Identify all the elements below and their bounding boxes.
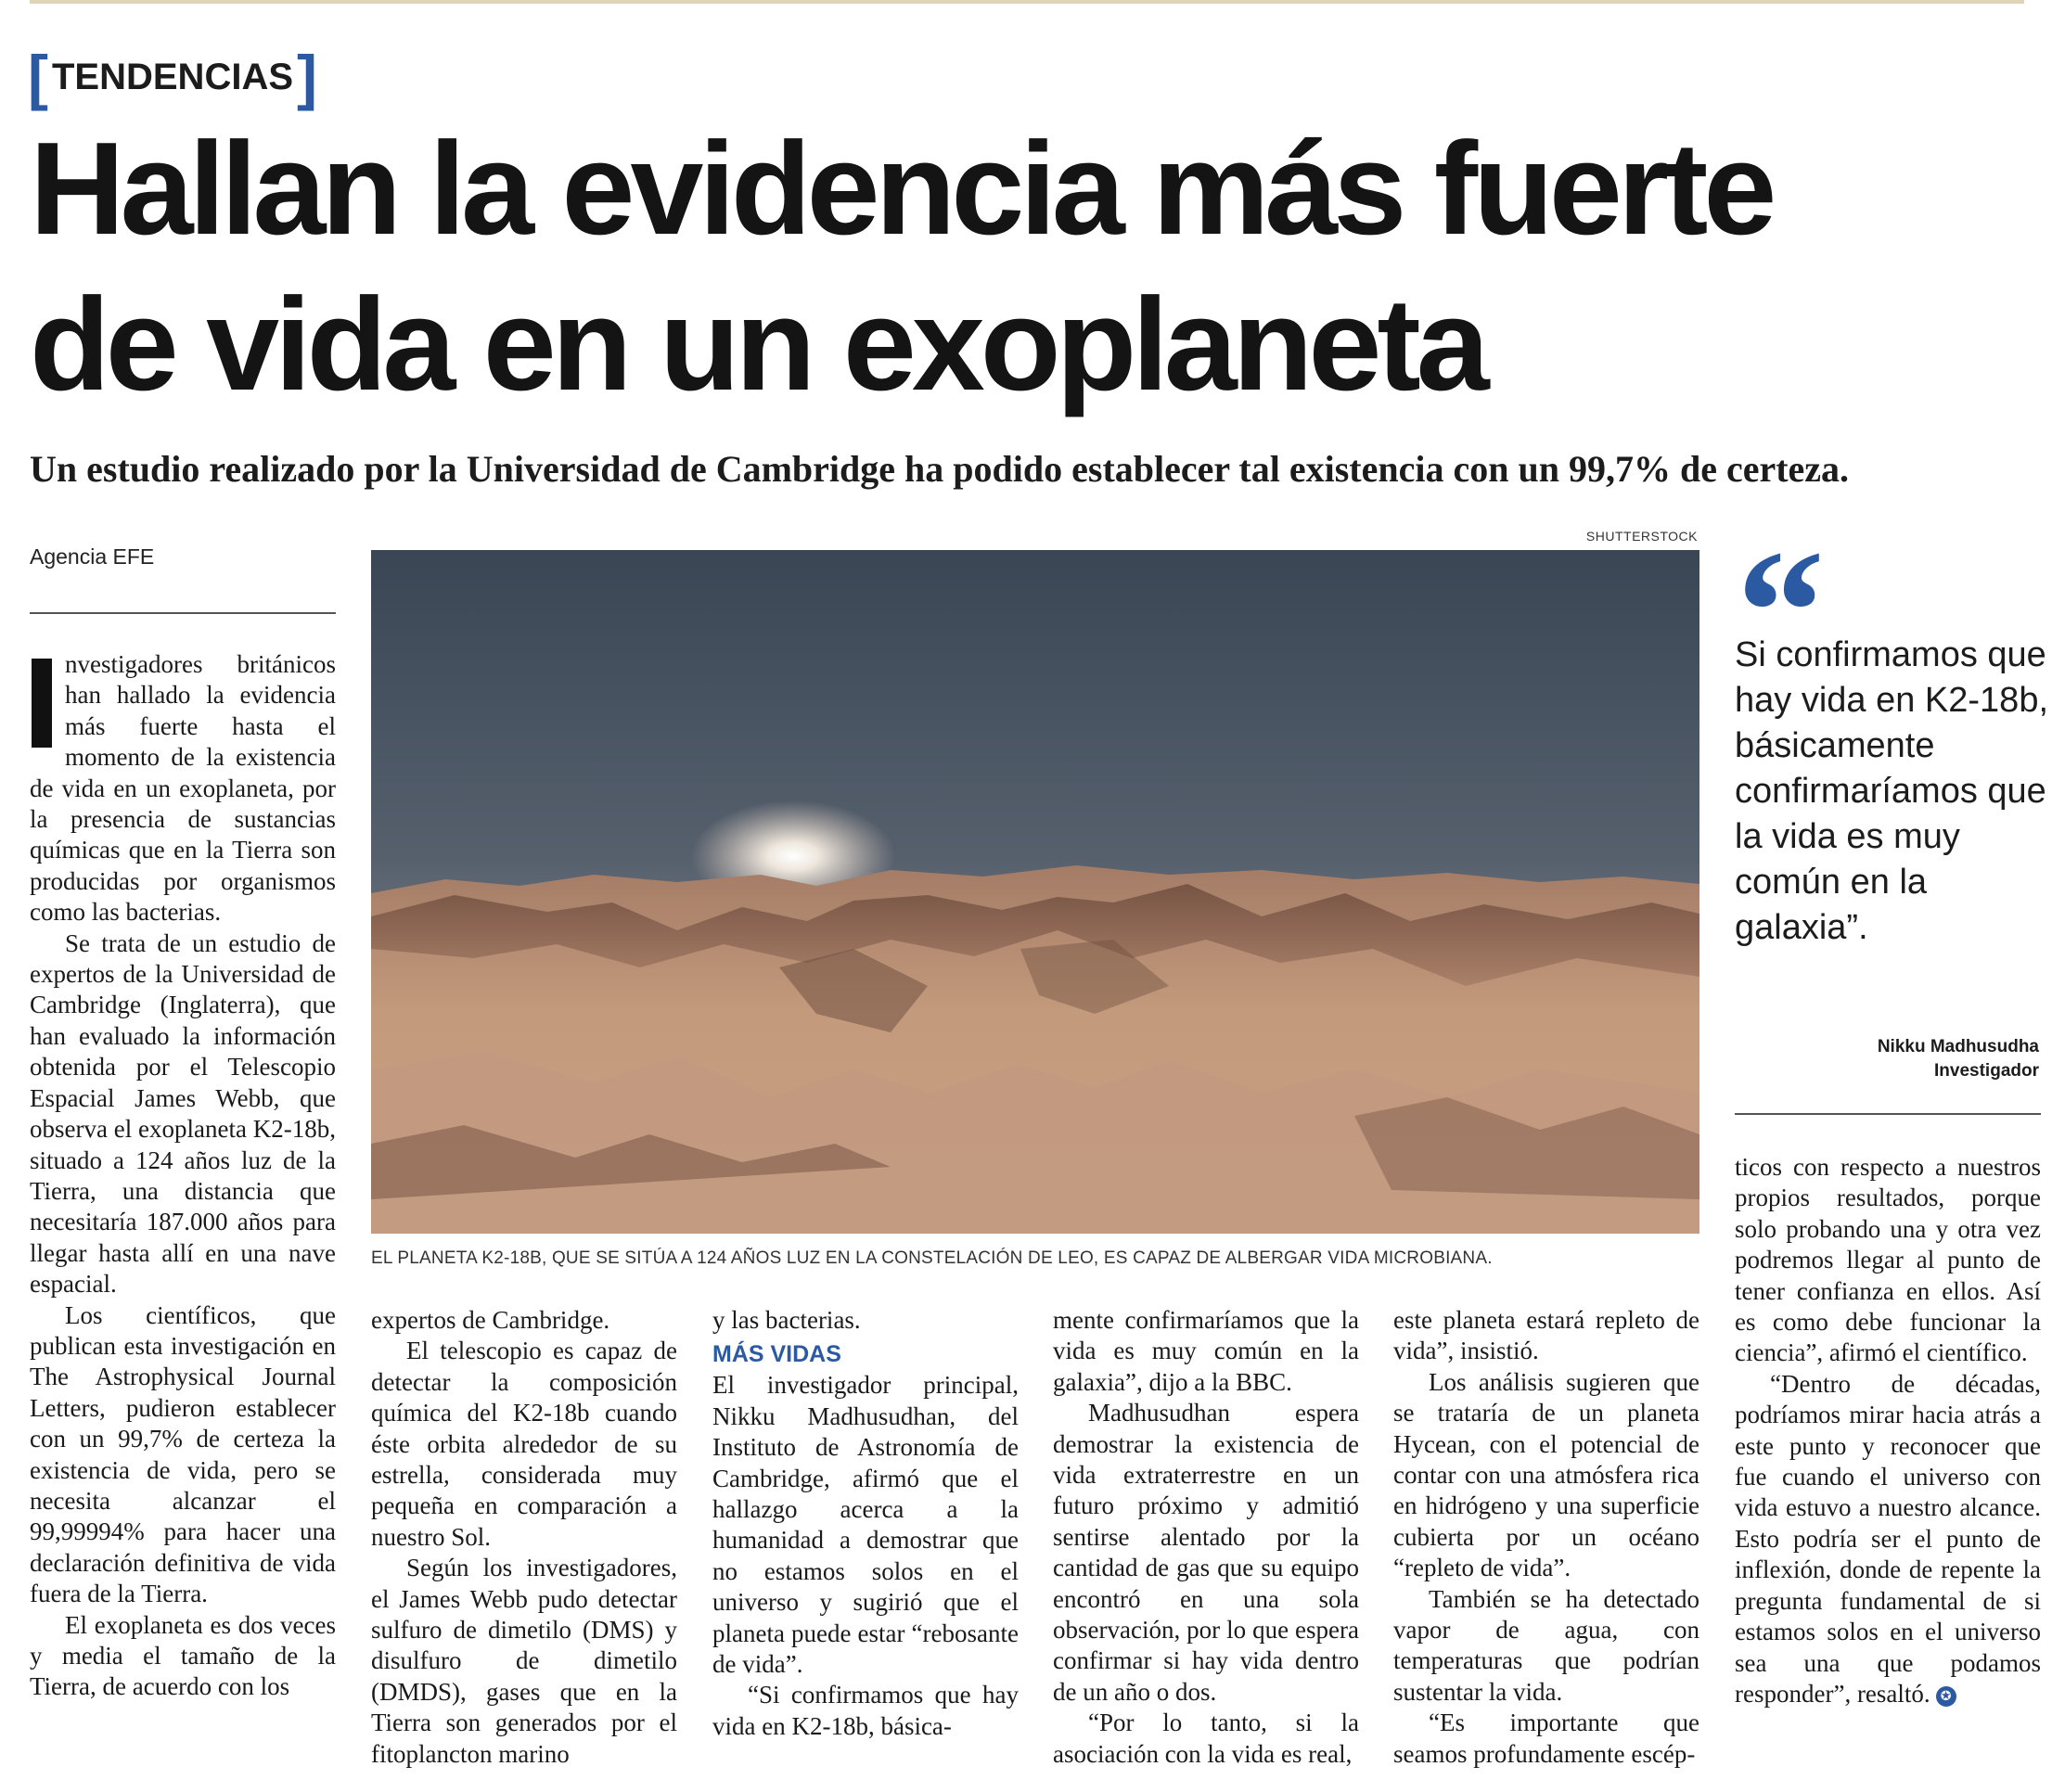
article-column-5	[1393, 1305, 1699, 1770]
headline-line-2: de vida en un exoplaneta	[30, 271, 1485, 418]
article-paragraph: Madhusudhan espera demostrar la existencia de vida extraterrestre en un futuro próximo y admitió sentirse alentado por la cantidad de gas que su equipo encontró en una sola observación, por lo que espera confirmar si hay vida dentro de un año o dos.	[1053, 1399, 1359, 1706]
article-paragraph: “Si confirmamos que hay vida en K2-18b, básica-	[712, 1681, 1019, 1740]
top-border	[30, 0, 2024, 4]
article-paragraph: ticos con respecto a nuestros propios resultados, porque solo probando una y otra vez podremos llegar al punto de tener confianza en ellos. Así es como debe funcionar la ciencia”, afirmó el científico.	[1735, 1153, 2041, 1367]
article-paragraph: Se trata de un estudio de expertos de la Universidad de Cambridge (Inglaterra), que han evaluado la información obtenida por el Telescopio Espacial James Webb, que observa el exoplaneta K2-18b, situado a 124 años luz de la Tierra, una distancia que necesitaría 187.000 años para llegar hasta allí en una nave espacial.	[30, 928, 336, 1299]
section-kicker	[28, 43, 317, 111]
article-column-3	[712, 1305, 1019, 1742]
article-paragraph: El exoplaneta es dos veces y media el tamaño de la Tierra, de acuerdo con los	[30, 1610, 336, 1701]
drop-cap-i	[32, 659, 52, 748]
article-paragraph: El investigador principal, Nikku Madhusudhan, del Instituto de Astronomía de Cambridge, afirmó que el hallazgo acerca a la humanidad a demostrar que no estamos solos en el universo y sugirió que el planeta puede estar “rebosante de vida”.	[712, 1371, 1019, 1679]
star-in-circle-icon: ✪	[1936, 1686, 1956, 1707]
subhead-mas-vidas: MÁS VIDAS	[712, 1341, 841, 1368]
byline: Agencia EFE	[30, 544, 155, 569]
photo-caption: EL PLANETA K2-18B, QUE SE SITÚA A 124 AÑOS LUZ EN LA CONSTELACIÓN DE LEO, ES CAPAZ DE ALBERGAR VIDA MICROBIANA.	[371, 1248, 1493, 1268]
article-paragraph: mente confirmaríamos que la vida es muy común en la galaxia”, dijo a la BBC.	[1053, 1306, 1359, 1396]
pull-quote-author: Nikku Madhusudha	[1877, 1037, 2039, 1056]
byline-rule	[30, 612, 336, 614]
bracket-close: ]	[297, 43, 317, 111]
article-paragraph: Según los investigadores, el James Webb pudo detectar sulfuro de dimetilo (DMS) y disulfuro de dimetilo (DMDS), gases que en la Tierra son generados por el fitoplancton marino	[371, 1554, 677, 1768]
headline-line-1: Hallan la evidencia más fuerte	[30, 115, 1773, 262]
article-paragraph: Los científicos, que publican esta investigación en The Astrophysical Journal Letters, pudieron establecer con un 99,7% de certeza la existencia de vida, pero se necesita alcanzar el 99,99994% para hacer una declaración definitiva de vida fuera de la Tierra.	[30, 1300, 336, 1608]
pull-quote-rule	[1735, 1113, 2041, 1115]
bracket-open: [	[28, 43, 48, 111]
article-column-2	[371, 1305, 677, 1770]
section-label: TENDENCIAS	[51, 57, 294, 97]
article-column-6	[1735, 1152, 2041, 1709]
article-paragraph: “Dentro de décadas, podríamos mirar hacia atrás a este punto y reconocer que fue cuando el universo con vida estuvo a nuestro alcance. Esto podría ser el punto de inflexión, donde de repente la pregunta fundamental de si estamos solos en el universo sea una que podamos responder”, resaltó. ✪	[1735, 1369, 2041, 1708]
article-paragraph: También se ha detectado vapor de agua, con temperaturas que podrían sustentar la vida.	[1393, 1584, 1699, 1706]
article-paragraph: Los análisis sugieren que se trataría de un planeta Hycean, con el potencial de contar con una atmósfera rica en hidrógeno y una superficie cubierta por un océano “repleto de vida”.	[1393, 1367, 1699, 1582]
article-paragraph: “Es importante que seamos profundamente escép-	[1393, 1709, 1699, 1768]
headline	[30, 111, 2024, 423]
pull-quote-text: Si confirmamos que hay vida en K2-18b, básicamente confirmaríamos que la vida es muy común en la galaxia”.	[1735, 635, 2049, 947]
deck-subtitle: Un estudio realizado por la Universidad de Cambridge ha podido establecer tal existencia con un 99,7% de certeza.	[30, 448, 1850, 490]
article-column-4	[1053, 1305, 1359, 1770]
photo-credit: SHUTTERSTOCK	[1585, 529, 1698, 544]
article-paragraph: nvestigadores británicos han hallado la evidencia más fuerte hasta el momento de la existencia de vida en un exoplaneta, por la presencia de sustancias químicas que en la Tierra son producidas por organismos como las bacterias.	[30, 650, 336, 927]
quote-mark-icon: “	[1737, 515, 1825, 710]
lead-photo	[371, 550, 1699, 1234]
article-paragraph: expertos de Cambridge.	[371, 1306, 610, 1334]
pull-quote-attribution	[1735, 1035, 2039, 1083]
article-paragraph: “Por lo tanto, si la asociación con la vida es real,	[1053, 1709, 1359, 1768]
planet-landscape-image	[371, 550, 1699, 1234]
article-paragraph: El telescopio es capaz de detectar la composición química del K2-18b cuando éste orbita alrededor de su estrella, considerada muy pequeña en comparación a nuestro Sol.	[371, 1337, 677, 1551]
article-paragraph: este planeta estará repleto de vida”, insistió.	[1393, 1306, 1699, 1365]
article-paragraph: y las bacterias.	[712, 1306, 861, 1334]
pull-quote-role: Investigador	[1934, 1061, 2039, 1081]
article-column-1	[30, 649, 336, 1703]
